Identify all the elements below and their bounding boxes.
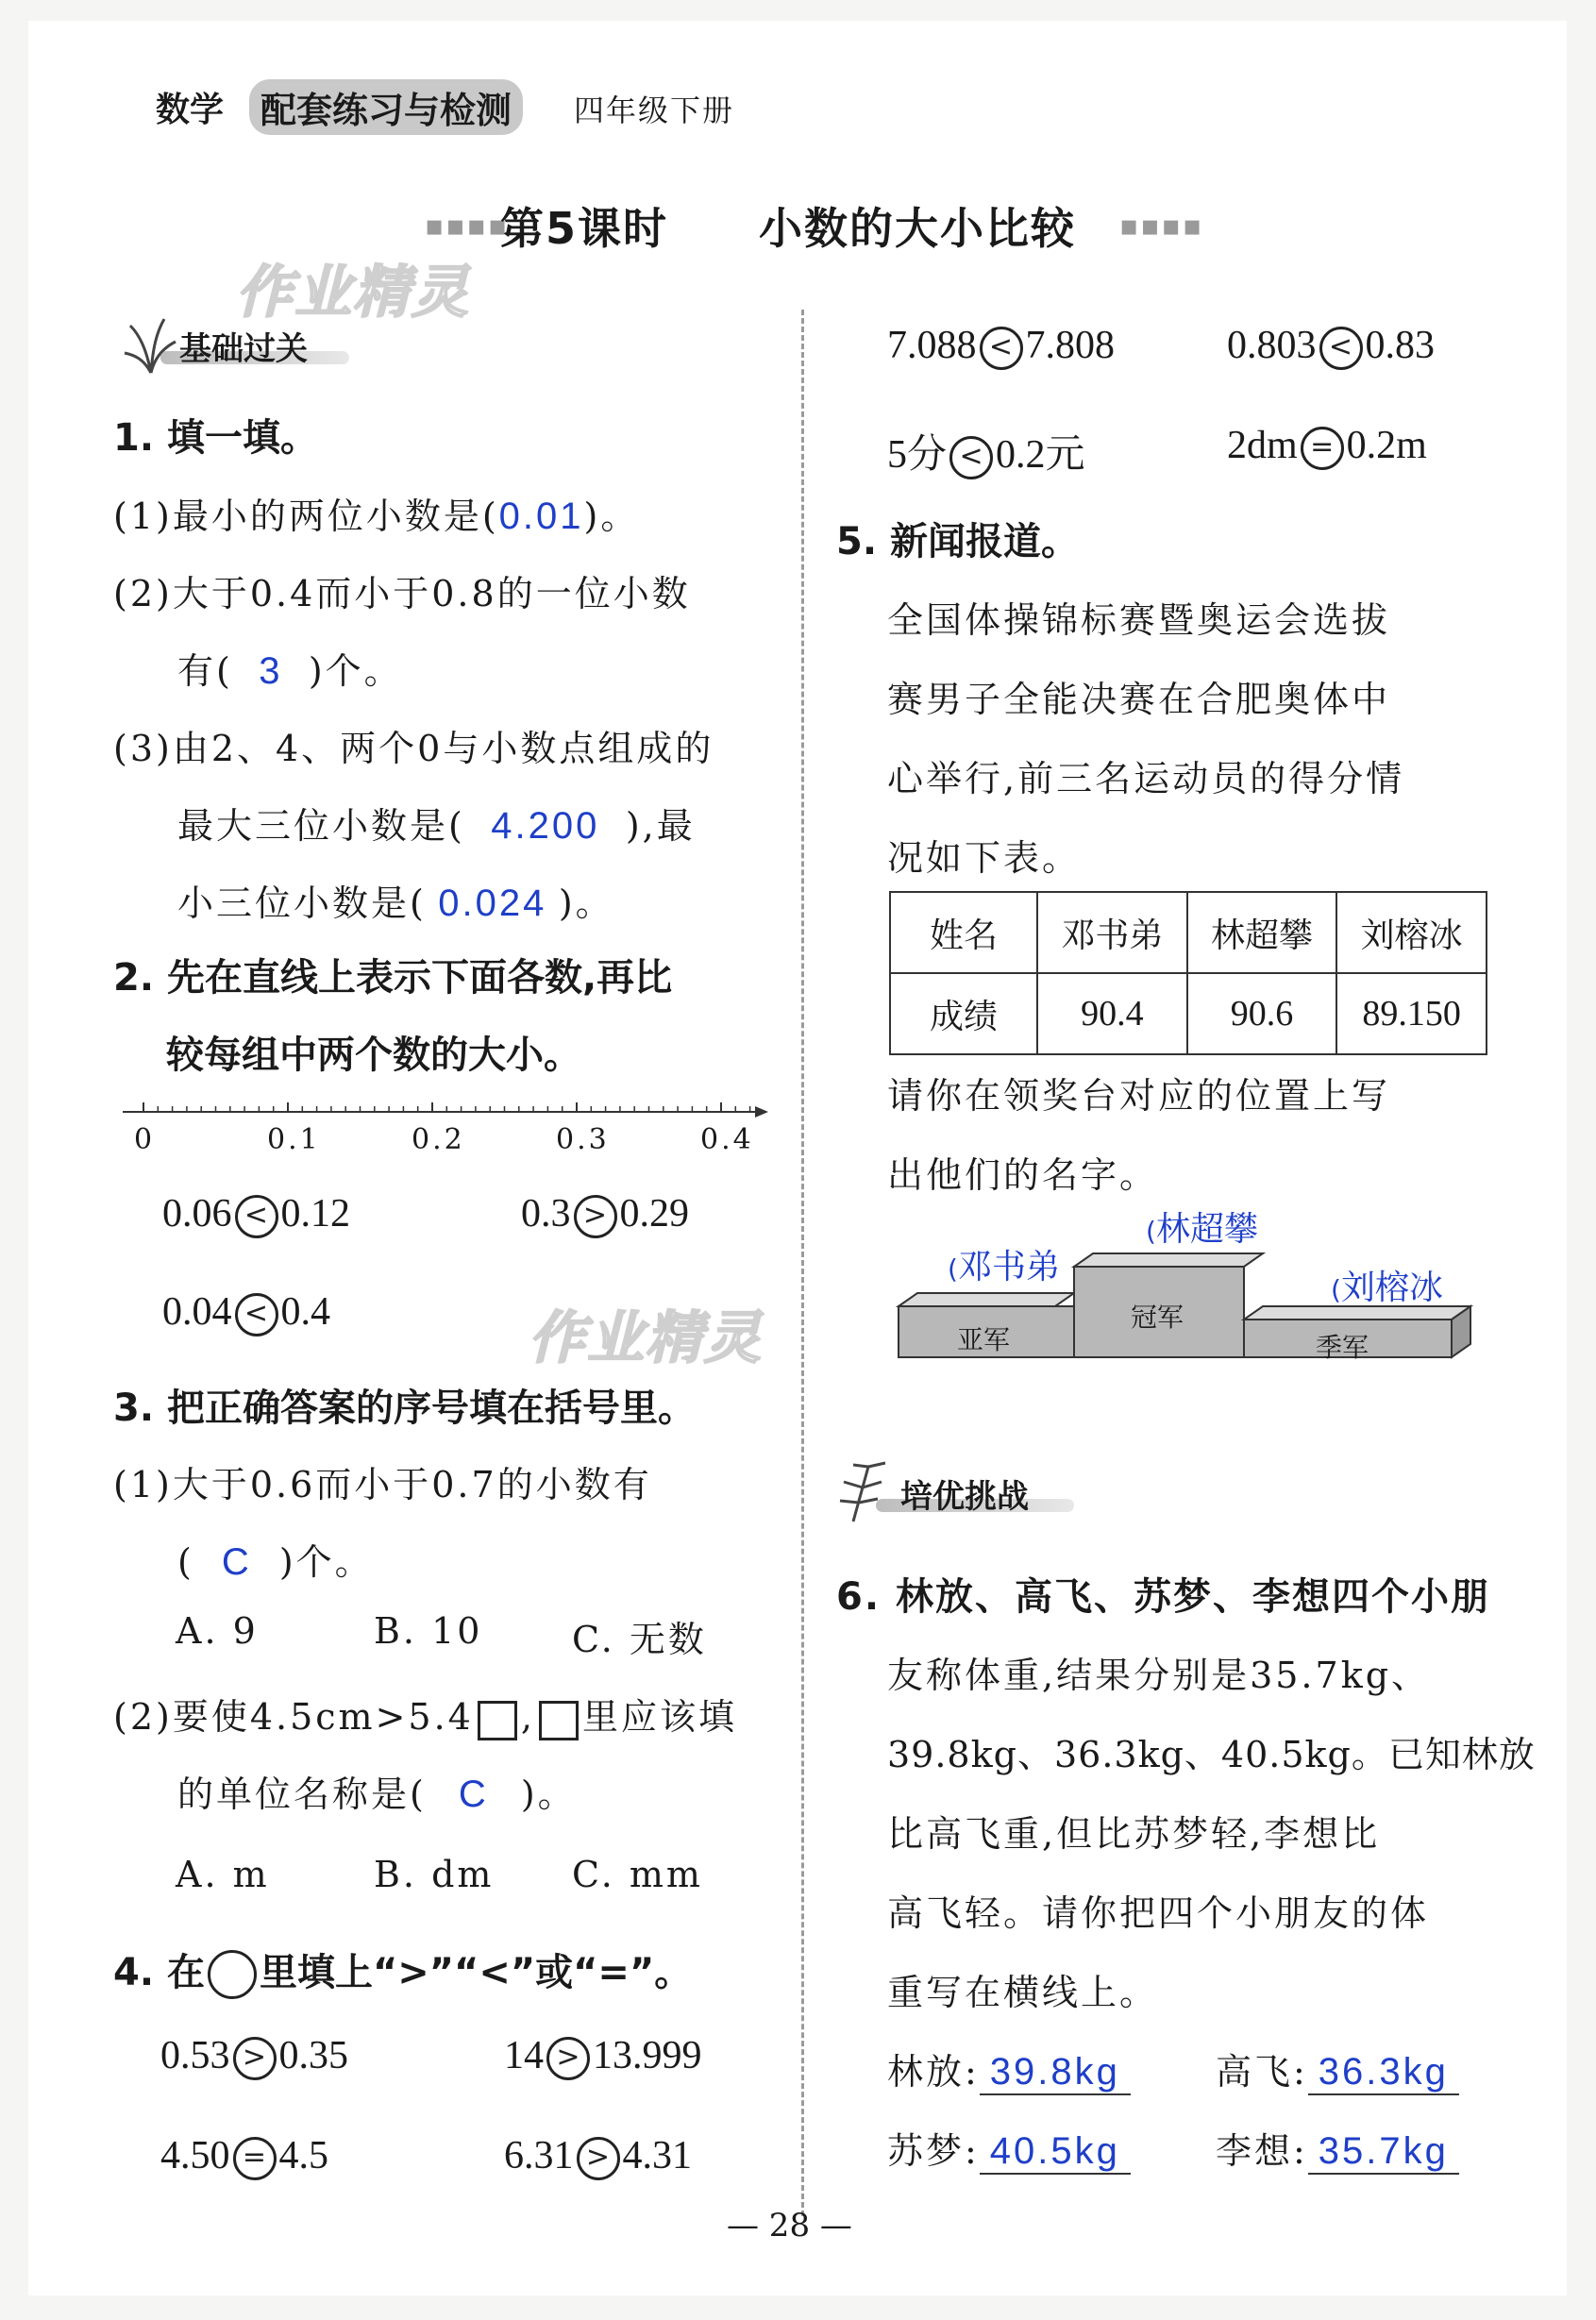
header-subject: 数学 [156, 91, 225, 129]
q4-title [113, 1942, 692, 1999]
title-deco-right: ▪▪▪▪ [1119, 210, 1204, 243]
header-grade: 四年级下册 [574, 92, 735, 128]
number-line-labels [113, 1123, 774, 1161]
compare-circle: = [233, 2137, 277, 2180]
header-book: 配套练习与检测 [249, 79, 523, 135]
compare-left: 6.31 [504, 2134, 574, 2177]
q5-para-line: 心举行,前三名运动员的得分情 [887, 758, 1405, 799]
table-cell: 90.6 [1187, 973, 1337, 1054]
table-cell: 90.4 [1037, 973, 1187, 1054]
compare-left: 5分 [887, 433, 948, 477]
q6-line [836, 1567, 1490, 1621]
q2-title-line2: 较每组中两个数的大小。 [166, 1034, 581, 1077]
compare-left: 0.3 [521, 1192, 571, 1236]
compare-left: 0.04 [162, 1290, 232, 1334]
number-line-ticks [143, 1102, 750, 1112]
q1-part3-line2 [177, 797, 696, 849]
q5-instruction: 请你在领奖台对应的位置上写 [887, 1075, 1391, 1117]
table-cell: 89.150 [1336, 973, 1487, 1054]
tick-label: 0.4 [700, 1123, 754, 1156]
q1-part3-line1: (3)由2、4、两个0与小数点组成的 [113, 728, 714, 769]
blank-box [539, 1701, 579, 1740]
q3-part2-line1 [113, 1688, 737, 1740]
compare-right: 0.2元 [996, 433, 1085, 477]
q4-compare-3 [160, 2133, 328, 2180]
q5-instruction: 出他们的名字。 [887, 1154, 1159, 1196]
q3-p2-option-c: C. mm [572, 1854, 703, 1895]
q1-p3-text: ),最 [625, 805, 696, 847]
title-deco-left: ▪▪▪▪ [425, 210, 510, 243]
q4-compare-5 [887, 323, 1115, 370]
column-divider [801, 310, 804, 2216]
q6-answer-value: 36.3kg [1308, 2051, 1459, 2095]
q1-p1-text: )。 [583, 496, 640, 537]
arrow-right-icon [755, 1106, 768, 1118]
compare-right: 0.29 [619, 1192, 689, 1236]
section-basic-header [123, 311, 359, 378]
q6-name: 高飞: [1216, 2051, 1308, 2093]
q4-compare-1 [160, 2033, 348, 2080]
q3-p1-text: )个。 [278, 1541, 374, 1583]
q1-part3-line3 [177, 874, 614, 926]
q5-title: 5. 新闻报道。 [836, 520, 1079, 563]
q6-line: 重写在横线上。 [887, 1972, 1159, 2013]
page-number: — 28 — [727, 2207, 852, 2244]
q3-p2-text: 里应该填 [581, 1696, 737, 1738]
podium-first-name-text: 林超攀 [1155, 1210, 1258, 1249]
compare-right: 0.83 [1365, 324, 1435, 367]
table-cell: 姓名 [890, 892, 1037, 973]
compare-right: 4.31 [622, 2134, 692, 2177]
q6-line-text: 6. 林放、高飞、苏梦、李想四个小朋 [836, 1575, 1490, 1619]
q1-p3b-text: 小三位小数是( [177, 883, 427, 924]
compare-right: 0.12 [280, 1192, 350, 1236]
q3-p2-text: (2)要使4.5cm>5.4 [113, 1696, 474, 1738]
tick-label: 0 [134, 1123, 156, 1156]
compare-left: 0.06 [162, 1192, 232, 1236]
q1-p3-answer-min: 0.024 [438, 883, 547, 924]
q4-compare-8 [1227, 423, 1427, 470]
tick-label: 0.2 [412, 1123, 465, 1156]
compare-circle: > [577, 2137, 620, 2180]
q1-p3b-text: )。 [558, 883, 614, 924]
tick-label: 0.1 [267, 1123, 321, 1156]
q3-p2-text: 的单位名称是( [177, 1774, 427, 1815]
compare-left: 4.50 [160, 2134, 230, 2177]
compare-circle: = [1301, 427, 1344, 470]
q6-name: 李想: [1216, 2130, 1308, 2172]
q3-p2-option-a: A. m [176, 1854, 270, 1895]
q1-part2-line2 [177, 642, 403, 694]
q3-p1-text: ( [177, 1541, 194, 1583]
q6-line: 友称体重,结果分别是35.7kg、 [887, 1655, 1431, 1696]
table-cell: 林超攀 [1187, 892, 1337, 973]
bamboo-icon [834, 1459, 900, 1525]
compare-right: 0.35 [278, 2034, 348, 2077]
q6-answer-lixiang [1216, 2122, 1459, 2175]
q6-answer-value: 39.8kg [980, 2051, 1131, 2095]
q4-title-text: 4. 在 [113, 1951, 205, 1994]
q6-answer-gaofei [1216, 2043, 1459, 2095]
compare-circle: < [980, 327, 1023, 370]
section-basic-title: 基础过关 [179, 330, 308, 368]
q1-p1-text: (1)最小的两位小数是( [113, 496, 499, 537]
podium [895, 1210, 1480, 1365]
compare-circle: > [546, 2037, 590, 2080]
q1-title: 1. 填一填。 [113, 416, 318, 460]
compare-right: 4.5 [278, 2134, 328, 2177]
podium-first-name: (林超攀 [1146, 1210, 1258, 1249]
compare-circle: < [1319, 327, 1363, 370]
podium-third-name-text: 刘榕冰 [1340, 1269, 1443, 1307]
q6-name: 林放: [887, 2051, 980, 2093]
compare-circle: > [233, 2037, 277, 2080]
compare-left: 2dm [1227, 424, 1298, 467]
lesson-number: 第5课时 [500, 203, 669, 254]
section-advanced-title: 培优挑战 [900, 1478, 1029, 1516]
grass-icon [123, 311, 179, 378]
compare-circle: < [235, 1293, 278, 1337]
q5-para-line: 赛男子全能决赛在合肥奥体中 [887, 679, 1391, 720]
q3-title: 3. 把正确答案的序号填在括号里。 [113, 1387, 696, 1430]
q2-compare-1 [162, 1191, 350, 1238]
q2-title-line1: 2. 先在直线上表示下面各数,再比 [113, 956, 673, 1000]
q4-compare-4 [504, 2133, 692, 2180]
section-advanced-header [834, 1459, 1080, 1525]
lesson-title [500, 194, 1076, 257]
compare-circle: < [235, 1195, 278, 1238]
q6-line: 39.8kg、36.3kg、40.5kg。已知林放 [887, 1734, 1536, 1775]
empty-circle-icon [208, 1950, 257, 1999]
q4-title-text: 里填上“>”“<”或“=”。 [259, 1951, 693, 1994]
watermark: 作业精灵 [236, 260, 470, 326]
compare-right: 0.2m [1346, 424, 1427, 467]
podium-second-label: 亚军 [957, 1324, 1011, 1355]
table-row [890, 973, 1487, 1054]
score-table [889, 891, 1487, 1055]
table-cell: 刘榕冰 [1336, 892, 1487, 973]
table-row [890, 892, 1487, 973]
q6-line: 比高飞重,但比苏梦轻,李想比 [887, 1813, 1381, 1855]
q6-line: 高飞轻。请你把四个小朋友的体 [887, 1892, 1430, 1934]
compare-left: 0.803 [1227, 324, 1317, 367]
table-cell: 邓书弟 [1037, 892, 1187, 973]
q1-p3-text: 最大三位小数是( [177, 805, 465, 847]
compare-right: 13.999 [593, 2034, 702, 2077]
podium-third-label: 季军 [1316, 1332, 1369, 1363]
q1-p2-text: 有( [177, 650, 233, 692]
compare-right: 7.808 [1025, 324, 1115, 367]
q3-p1-answer: C [221, 1541, 252, 1583]
q4-compare-2 [504, 2033, 702, 2080]
q1-part1 [113, 487, 639, 539]
podium-second-name-text: 邓书弟 [957, 1248, 1060, 1286]
q4-compare-6 [1227, 323, 1435, 370]
q3-part1-line2 [177, 1533, 374, 1585]
q5-para-line: 全国体操锦标赛暨奥运会选拔 [887, 599, 1391, 641]
compare-left: 7.088 [887, 324, 977, 367]
podium-first-label: 冠军 [1131, 1302, 1184, 1333]
q1-p3-answer-max: 4.200 [491, 805, 600, 847]
q4-compare-7 [887, 423, 1085, 479]
q6-answer-value: 40.5kg [980, 2130, 1131, 2175]
compare-circle: < [949, 436, 993, 479]
tick-label: 0.3 [556, 1123, 610, 1156]
compare-left: 14 [504, 2034, 544, 2077]
podium-third-name: (刘榕冰 [1331, 1269, 1443, 1307]
q3-part1-line1: (1)大于0.6而小于0.7的小数有 [113, 1464, 652, 1505]
q6-answer-linfang [887, 2043, 1131, 2095]
q5-para-line: 况如下表。 [887, 837, 1082, 879]
q3-part2-line2 [177, 1765, 577, 1817]
q6-answer-value: 35.7kg [1308, 2130, 1459, 2175]
q1-p1-answer: 0.01 [498, 496, 584, 537]
q2-compare-2 [521, 1191, 689, 1238]
q1-p2-text: )个。 [308, 650, 403, 692]
q3-p2-text: )。 [520, 1774, 577, 1815]
q3-p1-option-c: C. 无数 [572, 1619, 707, 1660]
podium-second-name: (邓书弟 [948, 1248, 1060, 1286]
blank-box [478, 1701, 517, 1740]
table-cell: 成绩 [890, 973, 1037, 1054]
q3-p2-text: , [520, 1696, 535, 1738]
q1-p2-answer: 3 [259, 650, 283, 692]
compare-right: 0.4 [280, 1290, 330, 1334]
q2-compare-3 [162, 1289, 330, 1337]
compare-left: 0.53 [160, 2034, 230, 2077]
q3-p2-answer: C [458, 1774, 489, 1815]
watermark: 作业精灵 [529, 1305, 763, 1371]
lesson-name: 小数的大小比较 [759, 203, 1077, 254]
q1-part2-line1: (2)大于0.4而小于0.8的一位小数 [113, 573, 691, 614]
q6-name: 苏梦: [887, 2130, 980, 2172]
q3-p2-option-b: B. dm [374, 1854, 495, 1895]
q6-answer-sumeng [887, 2122, 1131, 2175]
q3-p1-option-b: B. 10 [374, 1610, 483, 1652]
q3-p1-option-a: A. 9 [176, 1610, 259, 1652]
compare-circle: > [574, 1195, 617, 1238]
